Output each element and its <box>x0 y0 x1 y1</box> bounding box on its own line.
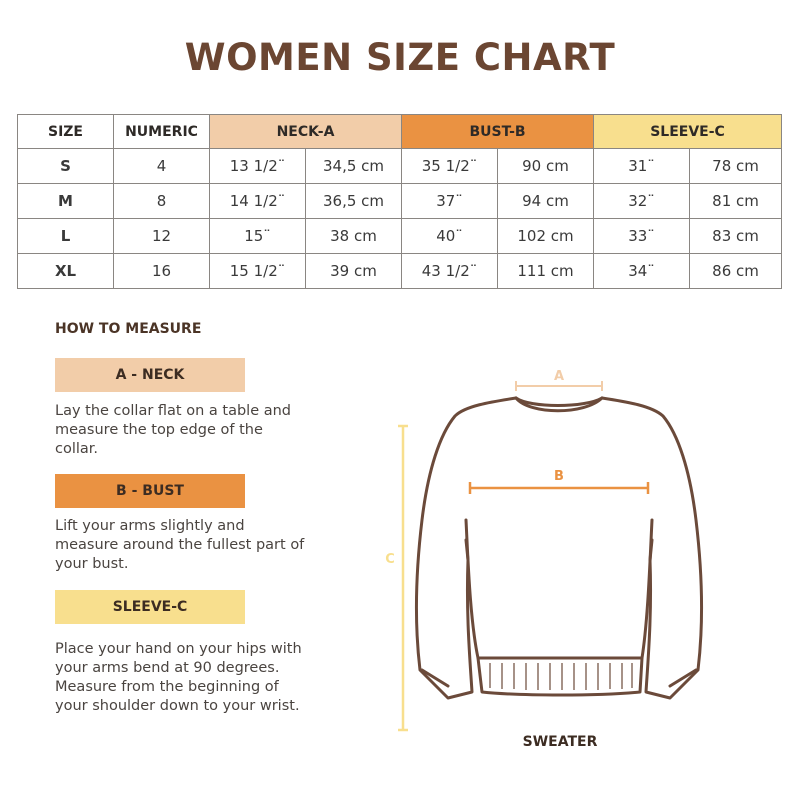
neck-cm-cell: 39 cm <box>306 254 402 289</box>
header-bust: BUST-B <box>402 115 594 149</box>
table-row <box>18 184 782 219</box>
bust-instructions: Lift your arms slightly and measure around the fullest part of your bust. <box>55 518 305 572</box>
size-cell: M <box>18 184 114 219</box>
sleeve-cm-cell: 86 cm <box>690 254 782 289</box>
neck-inch-cell: 14 1/2¨ <box>210 184 306 219</box>
bust-cm-cell: 111 cm <box>498 254 594 289</box>
size-cell: S <box>18 149 114 184</box>
bust-cm-cell: 102 cm <box>498 219 594 254</box>
bust-inch-cell: 40¨ <box>402 219 498 254</box>
sleeve-inch-cell: 34¨ <box>594 254 690 289</box>
hem-ribbing <box>490 663 632 690</box>
sweater-caption: SWEATER <box>522 734 598 750</box>
numeric-cell: 16 <box>114 254 210 289</box>
bust-inch-cell: 37¨ <box>402 184 498 219</box>
sleeve-inch-cell: 32¨ <box>594 184 690 219</box>
header-size: SIZE <box>18 115 114 149</box>
marker-a-label: A <box>553 369 565 384</box>
sleeve-inch-cell: 31¨ <box>594 149 690 184</box>
neck-label-bar: A - NECK <box>55 358 245 392</box>
marker-b-label: B <box>554 469 564 484</box>
sweater-outline <box>416 398 701 698</box>
size-chart-table <box>17 114 782 289</box>
sleeve-instructions: Place your hand on your hips with your arms bend at 90 degrees. Measure from the beginning of your shoulder down to your wrist. <box>55 641 302 714</box>
sleeve-inch-cell: 33¨ <box>594 219 690 254</box>
sleeve-label-bar: SLEEVE-C <box>55 590 245 624</box>
bust-label-bar: B - BUST <box>55 474 245 508</box>
neck-instructions: Lay the collar flat on a table and measure the top edge of the collar. <box>55 403 292 457</box>
neck-cm-cell: 36,5 cm <box>306 184 402 219</box>
table-row <box>18 219 782 254</box>
bust-cm-cell: 90 cm <box>498 149 594 184</box>
neck-inch-cell: 15 1/2¨ <box>210 254 306 289</box>
neck-inch-cell: 15¨ <box>210 219 306 254</box>
sleeve-cm-cell: 83 cm <box>690 219 782 254</box>
numeric-cell: 4 <box>114 149 210 184</box>
marker-c-label: C <box>385 552 395 567</box>
numeric-cell: 8 <box>114 184 210 219</box>
header-neck: NECK-A <box>210 115 402 149</box>
sweater-illustration <box>370 360 730 732</box>
neck-cm-cell: 34,5 cm <box>306 149 402 184</box>
neck-cm-cell: 38 cm <box>306 219 402 254</box>
numeric-cell: 12 <box>114 219 210 254</box>
sleeve-cm-cell: 78 cm <box>690 149 782 184</box>
bust-inch-cell: 43 1/2¨ <box>402 254 498 289</box>
page-title: WOMEN SIZE CHART <box>184 36 616 79</box>
header-numeric: NUMERIC <box>114 115 210 149</box>
bust-cm-cell: 94 cm <box>498 184 594 219</box>
table-row <box>18 254 782 289</box>
table-header-row <box>18 115 782 149</box>
bust-inch-cell: 35 1/2¨ <box>402 149 498 184</box>
how-to-measure-heading: HOW TO MEASURE <box>55 321 202 337</box>
sleeve-cm-cell: 81 cm <box>690 184 782 219</box>
size-cell: L <box>18 219 114 254</box>
size-cell: XL <box>18 254 114 289</box>
table-row <box>18 149 782 184</box>
header-sleeve: SLEEVE-C <box>594 115 782 149</box>
neck-inch-cell: 13 1/2¨ <box>210 149 306 184</box>
sleeve-measure-line <box>398 426 408 730</box>
